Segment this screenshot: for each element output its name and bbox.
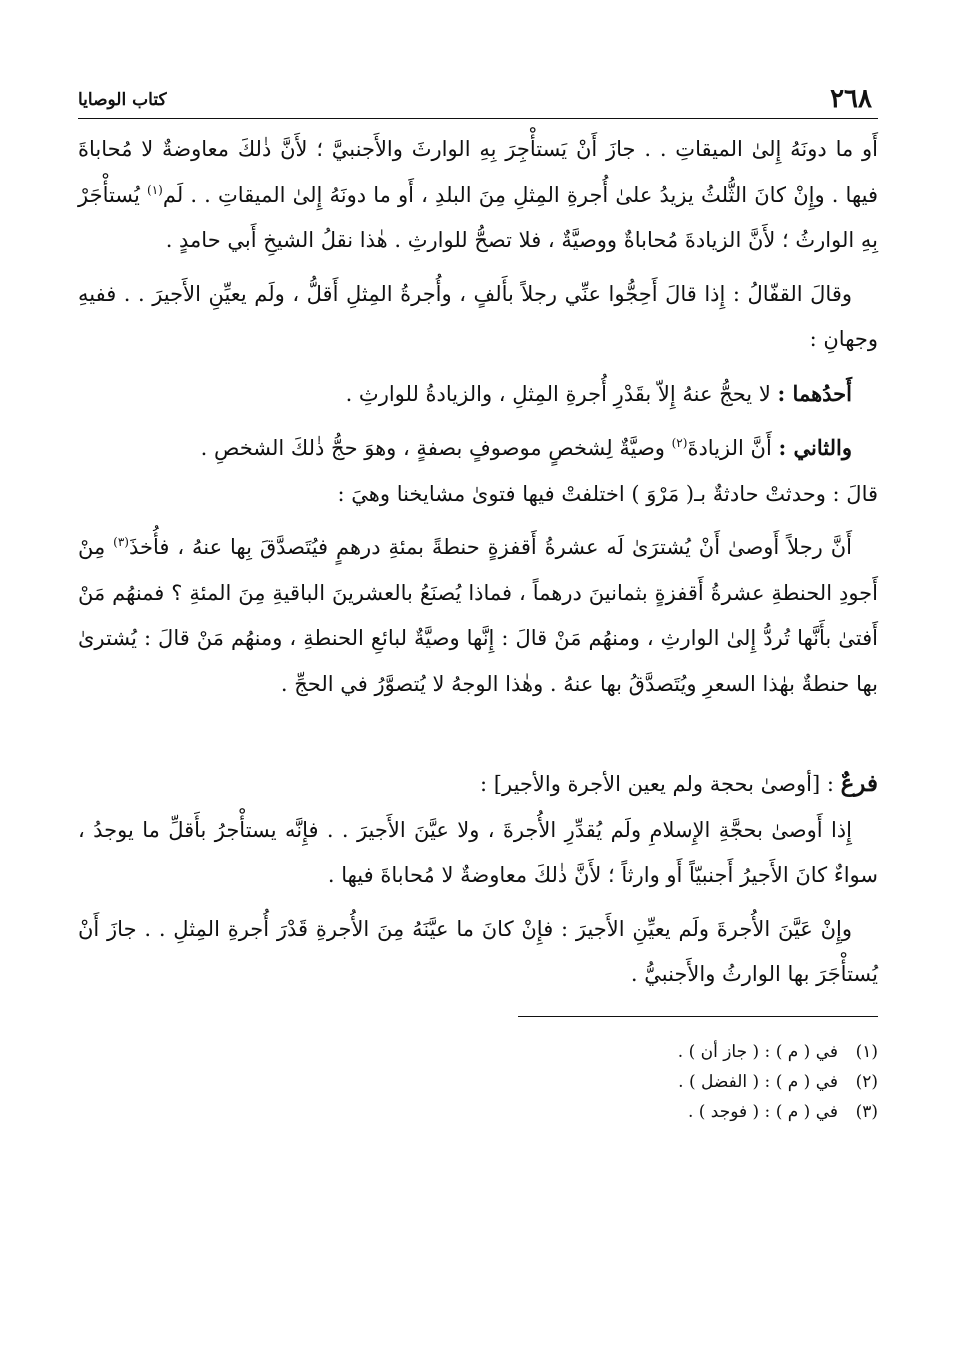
paragraph-1 xyxy=(78,127,878,264)
footnote-marker-3: (٣) xyxy=(113,535,129,549)
footnote-text: في ( م ) : ( فوجد ) . xyxy=(687,1101,838,1122)
first-opinion-label: أَحدُهما : xyxy=(777,380,852,406)
branch-label: فرعٌ xyxy=(840,770,878,797)
paragraph-1-rest: يُستأْجَرْ بِهِ الوارثُ ؛ لأَنَّ الزيادةَ مُحاباةٌ ووصيَّةٌ ، فلا تصحُّ للوارثِ . هٰذا نقلُ الشيخِ أَبي حامدٍ . xyxy=(78,182,878,252)
footnote-marker-2: (٢) xyxy=(671,436,688,450)
paragraph-7: إِذا أَوصىٰ بحجَّةِ الإِسلامِ ولَم يُقدِّرِ الأُجرةَ ، ولا عيَّنَ الأَجيرَ . . فإِنَّه يستأْجرُ بأَقلِّ ما يوجدُ ، سواءٌ كانَ الأَجيرُ أَجنبيّاً أَو وارثاً ؛ لأَنَّ ذٰلكَ معاوضةٌ لا مُحاباةَ فيها . xyxy=(78,817,878,887)
second-opinion-label: والثاني : xyxy=(778,435,852,460)
footnote-marker-1: (١) xyxy=(147,182,163,197)
footnote-number: (١) xyxy=(855,1041,878,1062)
paragraph-6 xyxy=(78,525,878,707)
footnote-number: (٢) xyxy=(855,1071,878,1092)
first-opinion-text: لا يحجُّ عنهُ إِلاّ بقَدْرِ أُجرةِ المِثلِ ، والزيادةُ للوارثِ . xyxy=(345,381,778,406)
footnotes xyxy=(78,1037,878,1127)
footnote-3 xyxy=(78,1097,878,1127)
paragraph-6-text-a: أَنَّ رجلاً أَوصىٰ أَنْ يُشترَىٰ لَه عشرةُ أَقفزةٍ حنطةً بمئةِ درهمٍ فيُتَصدَّقَ بِها عنهُ ، فأُخذَ xyxy=(128,535,852,559)
page-number: ٢٦٨ xyxy=(830,84,872,114)
book-page xyxy=(78,82,878,1127)
paragraph-4 xyxy=(78,425,878,472)
paragraph-2: وقالَ القفّالُ : إِذا قالَ أَحِجُّوا عنِّي رجلاً بأَلفٍ ، وأُجرةُ المِثلِ أَقلُّ ، ولَم يعيِّنِ الأَجيرَ . . ففيهِ وجهانِ : xyxy=(78,281,878,351)
footnote-divider xyxy=(518,1016,878,1017)
page-header xyxy=(78,82,878,119)
footnote-number: (٣) xyxy=(855,1101,878,1122)
paragraph-1-text: أَو ما دونَهُ إِلىٰ الميقاتِ . . جازَ أَنْ يَستأْجِرَ بِهِ الوارثَ والأَجنبيَّ ؛ لأَنَّ ذٰلكَ معاوضةٌ لا مُحاباةَ فيها . وإِنْ كانَ الثُّلثُ يزيدُ علىٰ أُجرةِ المِثلِ مِنَ البلدِ ، أَو ما دونَهُ إِلىٰ الميقاتِ . . لَم xyxy=(78,137,878,207)
footnote-1 xyxy=(78,1037,878,1067)
page-body xyxy=(78,127,878,998)
branch-heading xyxy=(78,761,878,808)
footnote-2 xyxy=(78,1067,878,1097)
paragraph-8: وإِنْ عَيَّنَ الأُجرةَ ولَم يعيِّنِ الأَجيرَ : فإِنْ كانَ ما عيَّنَهُ مِنَ الأُجرةِ قَدْرَ أُجرةِ المِثلِ . . جازَ أَنْ يُستأْجَرَ بها الوارثُ والأَجنبيُّ . xyxy=(78,916,878,986)
footnote-text: في ( م ) : ( جاز أن ) . xyxy=(677,1041,838,1062)
paragraph-3 xyxy=(78,371,878,418)
second-opinion-text-b: وصيَّةٌ لِشخصٍ موصوفٍ بصفةٍ ، وهوَ حجُّ ذٰلكَ الشخصِ . xyxy=(200,436,672,460)
second-opinion-text-a: أَنَّ الزيادةَ xyxy=(687,436,779,460)
paragraph-5: قالَ : وحدثتْ حادثةٌ بـ( مَرْوَ ) اختلفتْ فيها فتوىٰ مشايخنا وهيَ : xyxy=(337,481,878,506)
branch-title: : [أوصىٰ بحجة ولم يعين الأجرة والأجير] : xyxy=(480,772,841,796)
footnote-text: في ( م ) : ( الفضل ) . xyxy=(678,1071,838,1092)
running-title: كتاب الوصايا xyxy=(78,90,167,110)
paragraph-6-text-b: مِنْ أَجودِ الحنطةِ عشرةُ أَقفزةٍ بثمانينَ درهماً ، فماذا يُصنَعُ بالعشرينَ الباقيةِ مِنَ المئةِ ؟ فمنهُم مَنْ أَفتىٰ بأَنَّها تُردُّ إِلىٰ الوارثِ ، ومنهُم مَنْ قالَ : إِنَّها وصيَّةٌ لبائعِ الحنطةِ ، ومنهُم مَنْ قالَ : يُشترىٰ بها حنطةٌ بهٰذا السعرِ ويُتَصدَّقُ بها عنهُ . وهٰذا الوجهُ لا يُتصوَّرُ في الحجِّ . xyxy=(78,535,878,696)
